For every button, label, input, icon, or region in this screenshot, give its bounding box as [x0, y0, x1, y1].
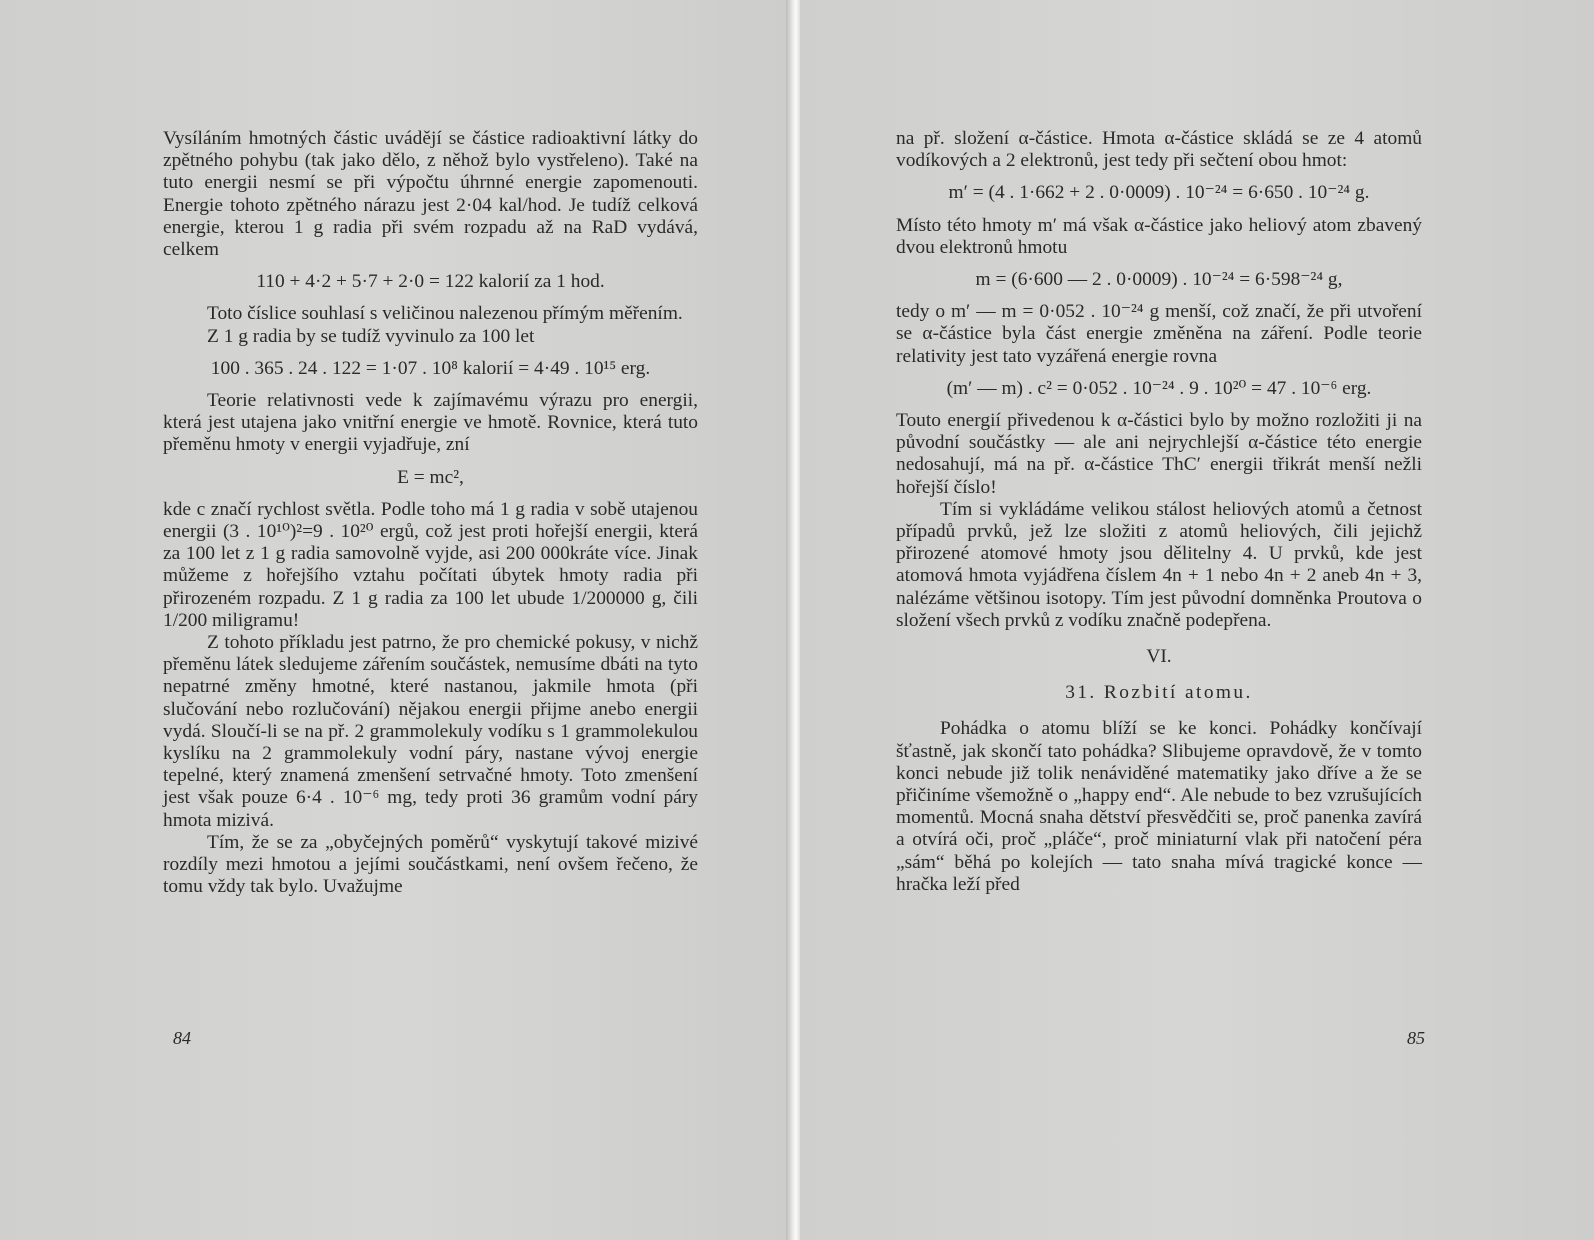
- paragraph: Vysíláním hmotných částic uvádějí se částice radioaktivní látky do zpětného pohybu (tak jako dělo, z něhož bylo vystřeleno). Také na tuto energii nesmí se při výpočtu úhrnné energie zapomenouti. Energie tohoto zpětného nárazu jest 2·04 kal/hod. Je tudíž celková energie, kterou 1 g radia při svém rozpadu až na RaD vydává, celkem: [163, 128, 698, 261]
- equation: 110 + 4·2 + 5·7 + 2·0 = 122 kalorií za 1 hod.: [256, 271, 605, 293]
- equation: m = (6·600 — 2 . 0·0009) . 10⁻²⁴ = 6·598⁻²⁴ g,: [975, 269, 1343, 291]
- equation: (m′ — m) . c² = 0·052 . 10⁻²⁴ . 9 . 10²⁰ = 47 . 10⁻⁶ erg.: [946, 377, 1372, 399]
- page-number: 85: [1407, 1028, 1425, 1048]
- left-page: [0, 0, 790, 1240]
- paragraph: na př. složení α-částice. Hmota α-částice skládá se ze 4 atomů vodíkových a 2 elektronů, jest tedy při sečtení obou hmot:: [896, 128, 1422, 172]
- equation: 100 . 365 . 24 . 122 = 1·07 . 10⁸ kalorií = 4·49 . 10¹⁵ erg.: [210, 357, 651, 379]
- paragraph: Z tohoto příkladu jest patrno, že pro chemické pokusy, v nichž přeměnu látek sledujeme zářením součástek, nemusíme dbáti na tyto nepatrné změny hmotné, které nastanou, jakmile hmota (při slučování nebo rozlučování) nějakou energii přijme anebo energii vydá. Sloučí-li se na př. 2 grammolekuly vodíku s 1 grammolekulou kyslíku na 2 grammolekuly vodní páry, nastane vývoj energie tepelné, který znamená zmenšení setrvačné hmoty. Toto zmenšení jest však pouze 6·4 . 10⁻⁶ mg, tedy proti 36 gramům vodní páry hmota mizivá.: [163, 632, 698, 831]
- paragraph: Místo této hmoty m′ má však α-částice jako heliový atom zbavený dvou elektronů hmotu: [896, 214, 1422, 258]
- paragraph: Pohádka o atomu blíží se ke konci. Pohádky končívají šťastně, jak skončí tato pohádka? Slibujeme opravdově, že v tomto konci nebude již tolik nenáviděné matematiky jako dříve a že se přičiníme všemožně o „happy end“. Ale nebude to bez vzrušujících momentů. Mocná snaha dětství přesvědčiti se, proč panenka zavírá a otvírá oči, proč „pláče“, proč miniaturní vlak při natočení péra „sám“ běhá po kolejích — tato snaha mívá tragické konce — hračka leží před: [896, 718, 1422, 895]
- paragraph: tedy o m′ — m = 0·052 . 10⁻²⁴ g menší, což značí, že při utvoření se α-částice byla část energie změněna na záření. Podle teorie relativity jest tato vyzářená energie rovna: [896, 301, 1422, 367]
- section-heading: 31. Rozbití atomu.: [1065, 682, 1253, 704]
- equation: E = mc²,: [397, 466, 464, 488]
- paragraph: Tím si vykládáme velikou stálost heliových atomů a četnost případů prvků, jež lze složiti z atomů heliových, čili jejichž přirozené atomové hmoty jsou dělitelny 4. U prvků, kde jest atomová hmota vyjádřena číslem 4n + 1 nebo 4n + 2 aneb 4n + 3, nalézáme většinou isotopy. Tím jest původní domněnka Proutova o složení všech prvků z vodíku značně podepřena.: [896, 498, 1422, 631]
- paragraph: Touto energií přivedenou k α-částici bylo by možno rozložiti ji na původní součástky — ale ani nejrychlejší α-částice této energie nedosahují, má na př. α-částice ThC′ energii třikrát menší nežli hořejší číslo!: [896, 410, 1422, 498]
- left-text-column: [163, 128, 698, 899]
- chapter-number: VI.: [1146, 646, 1172, 668]
- paragraph: Tím, že se za „obyčejných poměrů“ vyskytují takové mizivé rozdíly mezi hmotou a jejími součástkami, není ovšem řečeno, že tomu vždy tak bylo. Uvažujme: [163, 831, 698, 898]
- equation: m′ = (4 . 1·662 + 2 . 0·0009) . 10⁻²⁴ = 6·650 . 10⁻²⁴ g.: [948, 182, 1370, 204]
- paragraph: Teorie relativnosti vede k zajímavému výrazu pro energii, která jest utajena jako vnitřní energie ve hmotě. Rovnice, která tuto přeměnu hmoty v energii vyjadřuje, zní: [163, 390, 698, 456]
- paragraph: Z 1 g radia by se tudíž vyvinulo za 100 let: [207, 325, 535, 347]
- paragraph: kde c značí rychlost světla. Podle toho má 1 g radia v sobě utajenou energii (3 . 10¹⁰)²=9 . 10²⁰ ergů, což jest proti hořejší energii, která za 100 let z 1 g radia samovolně vyjde, asi 200 000kráte více. Jinak můžeme z hořejšího vztahu počítati úbytek hmoty radia při přirozeném rozpadu. Z 1 g radia za 100 let ubude 1/200000 g, čili 1/200 miligramu!: [163, 498, 698, 631]
- paragraph: Toto číslice souhlasí s veličinou nalezenou přímým měřením.: [207, 303, 683, 325]
- right-page: [800, 0, 1594, 1240]
- page-number: 84: [173, 1028, 191, 1048]
- right-text-column: [896, 128, 1422, 896]
